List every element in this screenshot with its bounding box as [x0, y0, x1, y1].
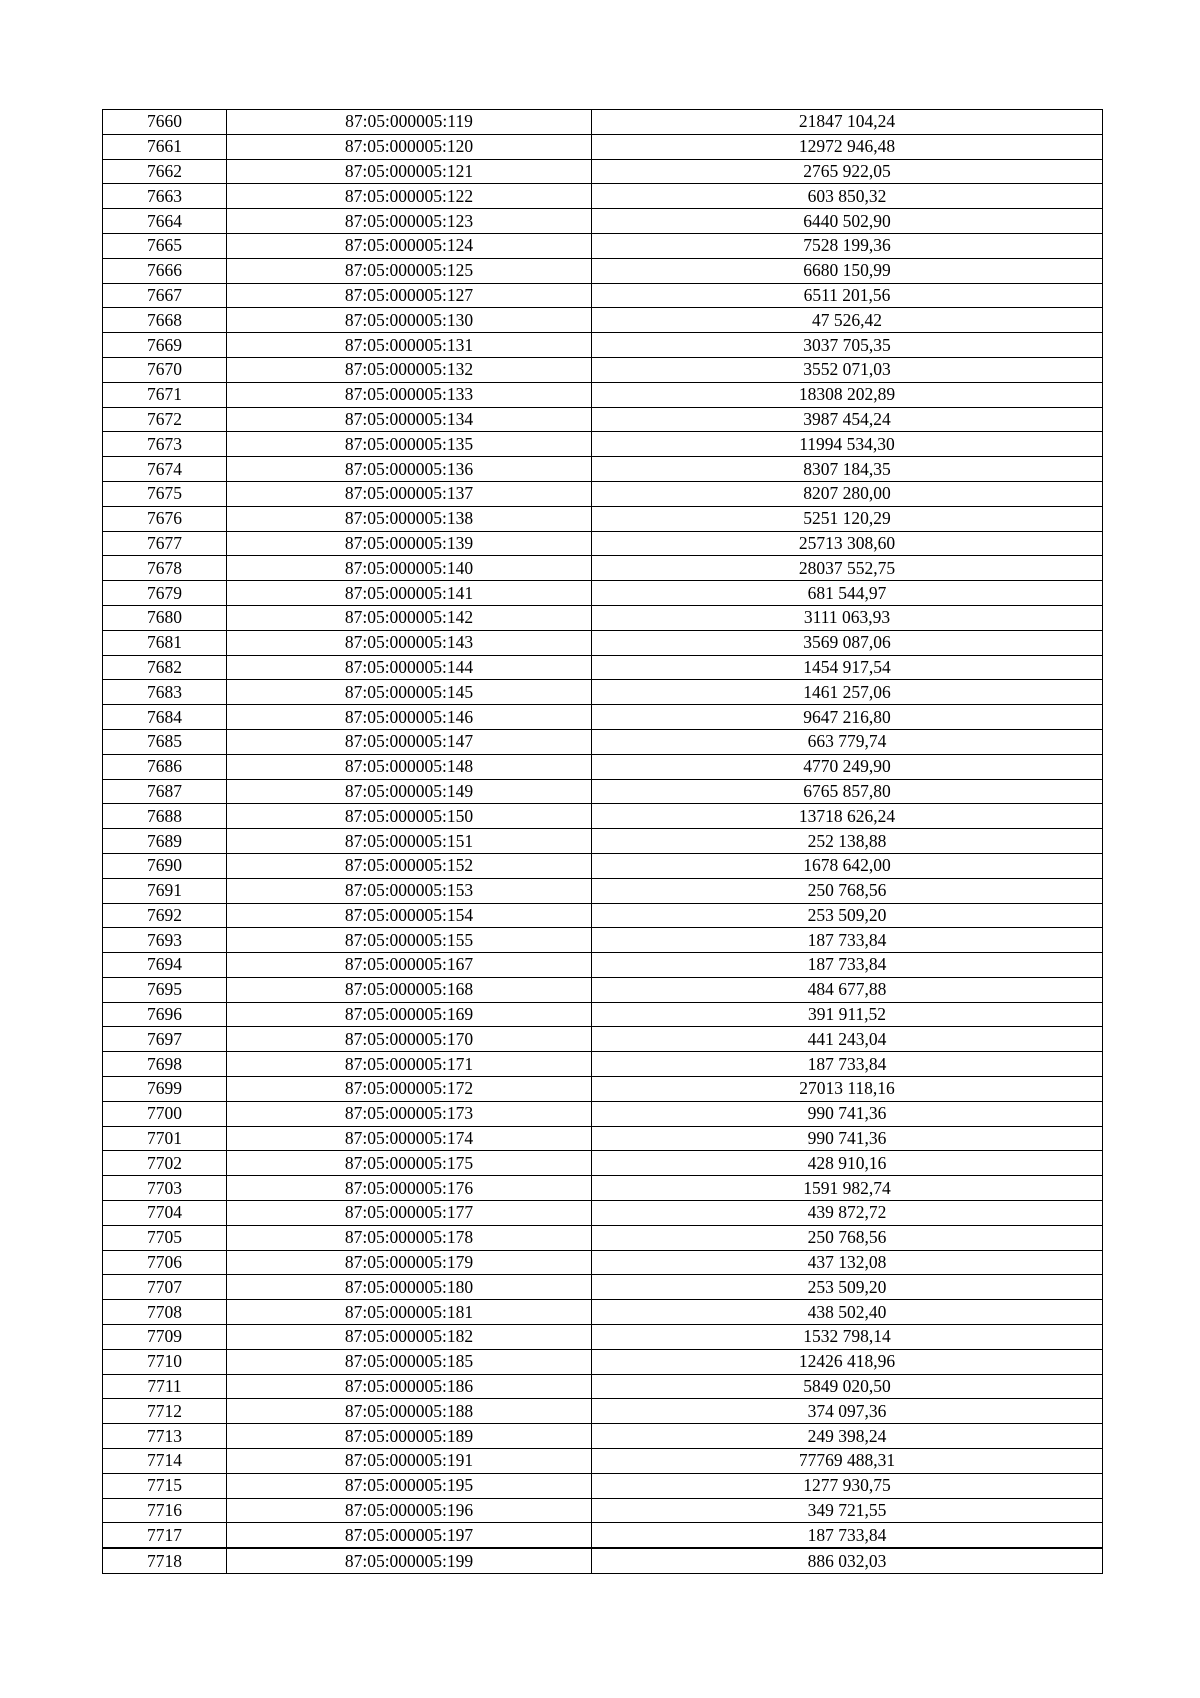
row-number-cell: 7703 — [103, 1176, 227, 1201]
cadastral-value-cell: 663 779,74 — [592, 729, 1103, 754]
cadastral-value-cell: 3569 087,06 — [592, 630, 1103, 655]
cadastral-number-cell: 87:05:000005:122 — [227, 184, 592, 209]
cadastral-value-cell: 12972 946,48 — [592, 134, 1103, 159]
table-row — [103, 1498, 1103, 1523]
cadastral-value-cell: 6440 502,90 — [592, 209, 1103, 234]
table-row — [103, 1151, 1103, 1176]
row-number-cell: 7718 — [103, 1548, 227, 1573]
cadastral-value-cell: 3987 454,24 — [592, 407, 1103, 432]
table-row — [103, 1548, 1103, 1573]
row-number-cell: 7694 — [103, 953, 227, 978]
cadastral-value-cell: 374 097,36 — [592, 1399, 1103, 1424]
cadastral-value-cell: 6511 201,56 — [592, 283, 1103, 308]
row-number-cell: 7697 — [103, 1027, 227, 1052]
cadastral-number-cell: 87:05:000005:121 — [227, 159, 592, 184]
table-row — [103, 110, 1103, 135]
row-number-cell: 7666 — [103, 258, 227, 283]
cadastral-value-cell: 47 526,42 — [592, 308, 1103, 333]
cadastral-value-cell: 1591 982,74 — [592, 1176, 1103, 1201]
row-number-cell: 7695 — [103, 977, 227, 1002]
row-number-cell: 7670 — [103, 357, 227, 382]
cadastral-value-cell: 990 741,36 — [592, 1126, 1103, 1151]
cadastral-number-cell: 87:05:000005:191 — [227, 1449, 592, 1474]
row-number-cell: 7687 — [103, 779, 227, 804]
row-number-cell: 7706 — [103, 1250, 227, 1275]
cadastral-value-cell: 252 138,88 — [592, 829, 1103, 854]
table-row — [103, 1374, 1103, 1399]
cadastral-number-cell: 87:05:000005:180 — [227, 1275, 592, 1300]
row-number-cell: 7708 — [103, 1300, 227, 1325]
cadastral-value-cell: 349 721,55 — [592, 1498, 1103, 1523]
row-number-cell: 7696 — [103, 1002, 227, 1027]
row-number-cell: 7699 — [103, 1077, 227, 1102]
row-number-cell: 7709 — [103, 1325, 227, 1350]
cadastral-value-cell: 11994 534,30 — [592, 432, 1103, 457]
row-number-cell: 7691 — [103, 878, 227, 903]
table-row — [103, 407, 1103, 432]
cadastral-number-cell: 87:05:000005:135 — [227, 432, 592, 457]
cadastral-value-cell: 6680 150,99 — [592, 258, 1103, 283]
cadastral-value-cell: 250 768,56 — [592, 878, 1103, 903]
cadastral-number-cell: 87:05:000005:124 — [227, 233, 592, 258]
row-number-cell: 7672 — [103, 407, 227, 432]
cadastral-number-cell: 87:05:000005:149 — [227, 779, 592, 804]
cadastral-number-cell: 87:05:000005:170 — [227, 1027, 592, 1052]
table-row — [103, 1399, 1103, 1424]
row-number-cell: 7678 — [103, 556, 227, 581]
table-row — [103, 779, 1103, 804]
cadastral-value-cell: 250 768,56 — [592, 1225, 1103, 1250]
table-row — [103, 655, 1103, 680]
table-row — [103, 1176, 1103, 1201]
cadastral-number-cell: 87:05:000005:169 — [227, 1002, 592, 1027]
cadastral-value-cell: 253 509,20 — [592, 903, 1103, 928]
table-row — [103, 928, 1103, 953]
table-row — [103, 630, 1103, 655]
cadastral-number-cell: 87:05:000005:140 — [227, 556, 592, 581]
cadastral-value-cell: 990 741,36 — [592, 1101, 1103, 1126]
row-number-cell: 7661 — [103, 134, 227, 159]
table-row — [103, 308, 1103, 333]
cadastral-number-cell: 87:05:000005:179 — [227, 1250, 592, 1275]
cadastral-value-cell: 391 911,52 — [592, 1002, 1103, 1027]
table-row — [103, 680, 1103, 705]
table-row — [103, 1101, 1103, 1126]
cadastral-number-cell: 87:05:000005:175 — [227, 1151, 592, 1176]
cadastral-value-cell: 25713 308,60 — [592, 531, 1103, 556]
row-number-cell: 7675 — [103, 481, 227, 506]
table-row — [103, 481, 1103, 506]
cadastral-value-cell: 2765 922,05 — [592, 159, 1103, 184]
cadastral-value-cell: 603 850,32 — [592, 184, 1103, 209]
cadastral-value-cell: 3037 705,35 — [592, 333, 1103, 358]
cadastral-value-cell: 1678 642,00 — [592, 853, 1103, 878]
table-row — [103, 853, 1103, 878]
table-row — [103, 134, 1103, 159]
cadastral-number-cell: 87:05:000005:171 — [227, 1052, 592, 1077]
table-row — [103, 184, 1103, 209]
cadastral-value-cell: 5849 020,50 — [592, 1374, 1103, 1399]
row-number-cell: 7662 — [103, 159, 227, 184]
cadastral-number-cell: 87:05:000005:168 — [227, 977, 592, 1002]
row-number-cell: 7716 — [103, 1498, 227, 1523]
cadastral-number-cell: 87:05:000005:123 — [227, 209, 592, 234]
table-row — [103, 1027, 1103, 1052]
row-number-cell: 7667 — [103, 283, 227, 308]
cadastral-number-cell: 87:05:000005:125 — [227, 258, 592, 283]
row-number-cell: 7664 — [103, 209, 227, 234]
cadastral-number-cell: 87:05:000005:141 — [227, 581, 592, 606]
cadastral-number-cell: 87:05:000005:131 — [227, 333, 592, 358]
row-number-cell: 7688 — [103, 804, 227, 829]
cadastral-number-cell: 87:05:000005:120 — [227, 134, 592, 159]
cadastral-value-cell: 253 509,20 — [592, 1275, 1103, 1300]
row-number-cell: 7713 — [103, 1424, 227, 1449]
cadastral-number-cell: 87:05:000005:188 — [227, 1399, 592, 1424]
cadastral-number-cell: 87:05:000005:197 — [227, 1523, 592, 1548]
cadastral-value-cell: 187 733,84 — [592, 928, 1103, 953]
cadastral-number-cell: 87:05:000005:143 — [227, 630, 592, 655]
table-row — [103, 432, 1103, 457]
cadastral-value-cell: 681 544,97 — [592, 581, 1103, 606]
cadastral-number-cell: 87:05:000005:176 — [227, 1176, 592, 1201]
table-row — [103, 556, 1103, 581]
row-number-cell: 7704 — [103, 1201, 227, 1226]
cadastral-value-cell: 21847 104,24 — [592, 110, 1103, 135]
table-row — [103, 1473, 1103, 1498]
table-row — [103, 1300, 1103, 1325]
cadastral-value-cell: 3111 063,93 — [592, 605, 1103, 630]
row-number-cell: 7711 — [103, 1374, 227, 1399]
cadastral-value-cell: 441 243,04 — [592, 1027, 1103, 1052]
cadastral-number-cell: 87:05:000005:134 — [227, 407, 592, 432]
cadastral-value-cell: 187 733,84 — [592, 1052, 1103, 1077]
cadastral-number-cell: 87:05:000005:148 — [227, 754, 592, 779]
table-row — [103, 581, 1103, 606]
cadastral-value-cell: 438 502,40 — [592, 1300, 1103, 1325]
cadastral-number-cell: 87:05:000005:173 — [227, 1101, 592, 1126]
cadastral-number-cell: 87:05:000005:151 — [227, 829, 592, 854]
table-row — [103, 1325, 1103, 1350]
cadastral-number-cell: 87:05:000005:178 — [227, 1225, 592, 1250]
table-row — [103, 1349, 1103, 1374]
cadastral-value-cell: 4770 249,90 — [592, 754, 1103, 779]
table-row — [103, 903, 1103, 928]
cadastral-value-cell: 484 677,88 — [592, 977, 1103, 1002]
cadastral-number-cell: 87:05:000005:154 — [227, 903, 592, 928]
cadastral-number-cell: 87:05:000005:119 — [227, 110, 592, 135]
row-number-cell: 7698 — [103, 1052, 227, 1077]
row-number-cell: 7680 — [103, 605, 227, 630]
table-row — [103, 804, 1103, 829]
table-row — [103, 283, 1103, 308]
cadastral-value-cell: 1454 917,54 — [592, 655, 1103, 680]
table-row — [103, 754, 1103, 779]
cadastral-value-cell: 8207 280,00 — [592, 481, 1103, 506]
table-row — [103, 1449, 1103, 1474]
cadastral-number-cell: 87:05:000005:167 — [227, 953, 592, 978]
cadastral-number-cell: 87:05:000005:142 — [227, 605, 592, 630]
cadastral-value-cell: 1532 798,14 — [592, 1325, 1103, 1350]
table-row — [103, 878, 1103, 903]
table-row — [103, 1225, 1103, 1250]
cadastral-number-cell: 87:05:000005:196 — [227, 1498, 592, 1523]
row-number-cell: 7707 — [103, 1275, 227, 1300]
cadastral-number-cell: 87:05:000005:139 — [227, 531, 592, 556]
row-number-cell: 7671 — [103, 382, 227, 407]
table-row — [103, 953, 1103, 978]
table-row — [103, 977, 1103, 1002]
table-row — [103, 357, 1103, 382]
cadastral-value-cell: 249 398,24 — [592, 1424, 1103, 1449]
row-number-cell: 7683 — [103, 680, 227, 705]
table-row — [103, 1275, 1103, 1300]
cadastral-value-table — [102, 109, 1103, 1574]
cadastral-value-cell: 187 733,84 — [592, 953, 1103, 978]
cadastral-value-cell: 187 733,84 — [592, 1523, 1103, 1548]
table-row — [103, 382, 1103, 407]
cadastral-value-cell: 428 910,16 — [592, 1151, 1103, 1176]
row-number-cell: 7660 — [103, 110, 227, 135]
cadastral-number-cell: 87:05:000005:138 — [227, 506, 592, 531]
row-number-cell: 7677 — [103, 531, 227, 556]
cadastral-value-cell: 9647 216,80 — [592, 705, 1103, 730]
cadastral-value-cell: 3552 071,03 — [592, 357, 1103, 382]
cadastral-number-cell: 87:05:000005:172 — [227, 1077, 592, 1102]
cadastral-value-cell: 7528 199,36 — [592, 233, 1103, 258]
cadastral-number-cell: 87:05:000005:199 — [227, 1548, 592, 1573]
cadastral-number-cell: 87:05:000005:153 — [227, 878, 592, 903]
row-number-cell: 7682 — [103, 655, 227, 680]
row-number-cell: 7689 — [103, 829, 227, 854]
table-row — [103, 457, 1103, 482]
row-number-cell: 7710 — [103, 1349, 227, 1374]
cadastral-number-cell: 87:05:000005:185 — [227, 1349, 592, 1374]
cadastral-number-cell: 87:05:000005:144 — [227, 655, 592, 680]
row-number-cell: 7712 — [103, 1399, 227, 1424]
cadastral-value-cell: 886 032,03 — [592, 1548, 1103, 1573]
cadastral-number-cell: 87:05:000005:127 — [227, 283, 592, 308]
row-number-cell: 7684 — [103, 705, 227, 730]
row-number-cell: 7665 — [103, 233, 227, 258]
row-number-cell: 7669 — [103, 333, 227, 358]
table-body — [103, 110, 1103, 1574]
cadastral-number-cell: 87:05:000005:195 — [227, 1473, 592, 1498]
row-number-cell: 7717 — [103, 1523, 227, 1548]
row-number-cell: 7685 — [103, 729, 227, 754]
cadastral-value-cell: 13718 626,24 — [592, 804, 1103, 829]
cadastral-number-cell: 87:05:000005:136 — [227, 457, 592, 482]
row-number-cell: 7701 — [103, 1126, 227, 1151]
cadastral-value-cell: 28037 552,75 — [592, 556, 1103, 581]
table-row — [103, 258, 1103, 283]
row-number-cell: 7705 — [103, 1225, 227, 1250]
row-number-cell: 7679 — [103, 581, 227, 606]
row-number-cell: 7668 — [103, 308, 227, 333]
table-row — [103, 1523, 1103, 1548]
row-number-cell: 7690 — [103, 853, 227, 878]
cadastral-number-cell: 87:05:000005:150 — [227, 804, 592, 829]
row-number-cell: 7702 — [103, 1151, 227, 1176]
cadastral-number-cell: 87:05:000005:155 — [227, 928, 592, 953]
cadastral-number-cell: 87:05:000005:147 — [227, 729, 592, 754]
cadastral-value-cell: 18308 202,89 — [592, 382, 1103, 407]
cadastral-value-cell: 439 872,72 — [592, 1201, 1103, 1226]
cadastral-value-cell: 1277 930,75 — [592, 1473, 1103, 1498]
cadastral-value-cell: 8307 184,35 — [592, 457, 1103, 482]
cadastral-value-cell: 5251 120,29 — [592, 506, 1103, 531]
row-number-cell: 7714 — [103, 1449, 227, 1474]
row-number-cell: 7674 — [103, 457, 227, 482]
cadastral-number-cell: 87:05:000005:177 — [227, 1201, 592, 1226]
table-row — [103, 333, 1103, 358]
cadastral-value-cell: 27013 118,16 — [592, 1077, 1103, 1102]
cadastral-number-cell: 87:05:000005:146 — [227, 705, 592, 730]
table-row — [103, 506, 1103, 531]
table-row — [103, 705, 1103, 730]
table-row — [103, 1250, 1103, 1275]
table-row — [103, 159, 1103, 184]
cadastral-number-cell: 87:05:000005:132 — [227, 357, 592, 382]
cadastral-value-cell: 1461 257,06 — [592, 680, 1103, 705]
table-row — [103, 233, 1103, 258]
row-number-cell: 7676 — [103, 506, 227, 531]
table-row — [103, 829, 1103, 854]
table-row — [103, 605, 1103, 630]
table-row — [103, 1424, 1103, 1449]
cadastral-value-cell: 77769 488,31 — [592, 1449, 1103, 1474]
row-number-cell: 7692 — [103, 903, 227, 928]
cadastral-number-cell: 87:05:000005:145 — [227, 680, 592, 705]
row-number-cell: 7663 — [103, 184, 227, 209]
cadastral-value-cell: 6765 857,80 — [592, 779, 1103, 804]
row-number-cell: 7686 — [103, 754, 227, 779]
cadastral-number-cell: 87:05:000005:133 — [227, 382, 592, 407]
row-number-cell: 7693 — [103, 928, 227, 953]
row-number-cell: 7700 — [103, 1101, 227, 1126]
cadastral-number-cell: 87:05:000005:152 — [227, 853, 592, 878]
row-number-cell: 7681 — [103, 630, 227, 655]
cadastral-number-cell: 87:05:000005:174 — [227, 1126, 592, 1151]
cadastral-number-cell: 87:05:000005:137 — [227, 481, 592, 506]
cadastral-number-cell: 87:05:000005:189 — [227, 1424, 592, 1449]
table-row — [103, 1002, 1103, 1027]
table-row — [103, 1126, 1103, 1151]
table-row — [103, 209, 1103, 234]
cadastral-value-cell: 437 132,08 — [592, 1250, 1103, 1275]
cadastral-number-cell: 87:05:000005:186 — [227, 1374, 592, 1399]
table-row — [103, 729, 1103, 754]
row-number-cell: 7715 — [103, 1473, 227, 1498]
table-row — [103, 531, 1103, 556]
cadastral-number-cell: 87:05:000005:130 — [227, 308, 592, 333]
table-row — [103, 1077, 1103, 1102]
row-number-cell: 7673 — [103, 432, 227, 457]
table-row — [103, 1201, 1103, 1226]
cadastral-number-cell: 87:05:000005:181 — [227, 1300, 592, 1325]
cadastral-number-cell: 87:05:000005:182 — [227, 1325, 592, 1350]
table-row — [103, 1052, 1103, 1077]
cadastral-value-cell: 12426 418,96 — [592, 1349, 1103, 1374]
